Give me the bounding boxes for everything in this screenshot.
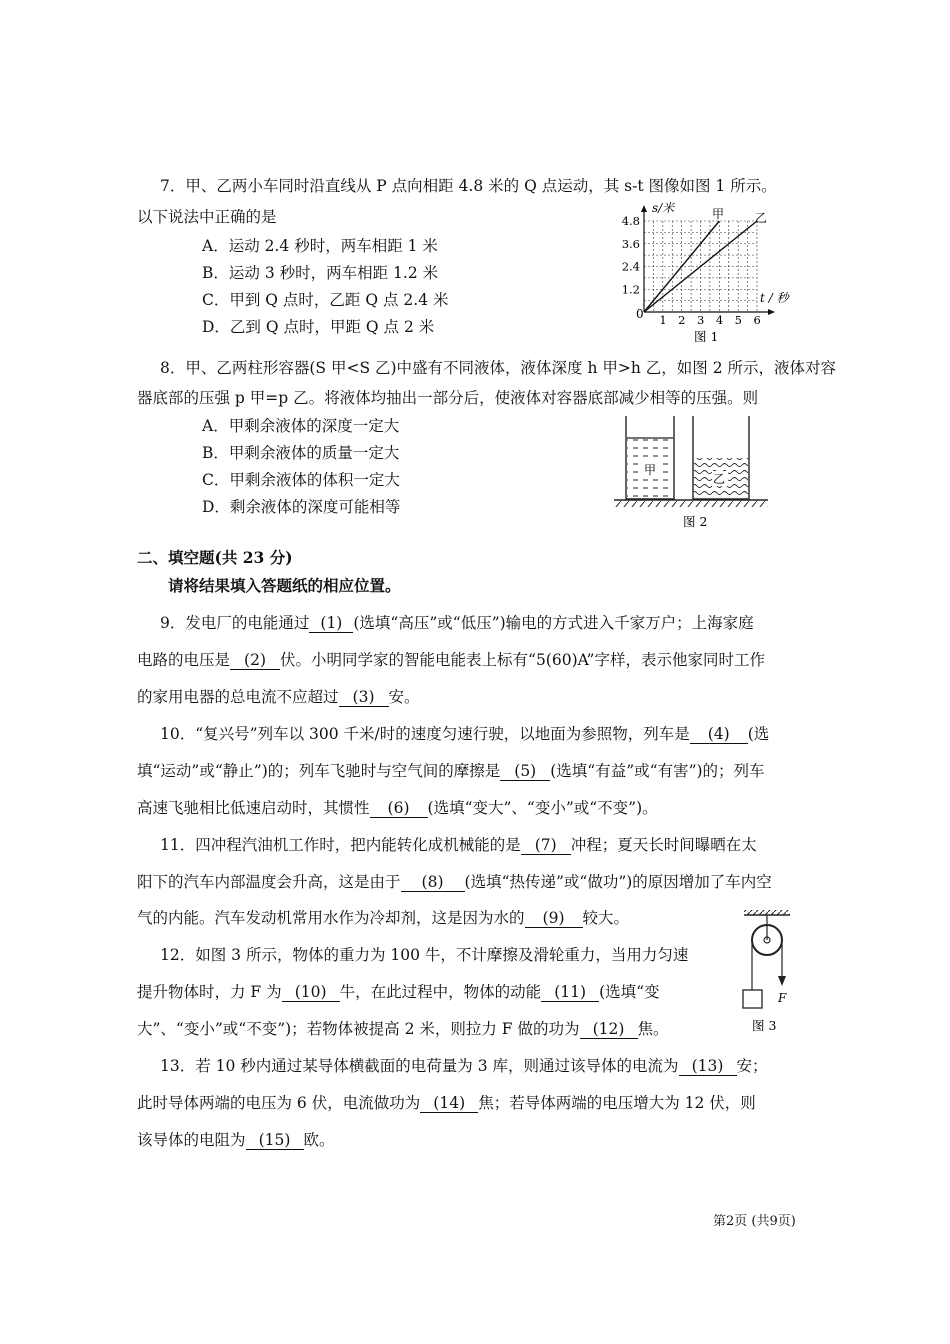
- answer-blank-14[interactable]: (14): [420, 1095, 478, 1113]
- text: 13．若 10 秒内通过某导体横截面的电荷量为 3 库，则通过该导体的电流为: [160, 1057, 679, 1075]
- text: 的家用电器的总电流不应超过: [137, 688, 339, 706]
- text: 气的内能。汽车发动机常用水作为冷却剂，这是因为水的: [137, 909, 525, 927]
- q13-line2: [137, 1093, 756, 1113]
- q7-option-d: D．乙到 Q 点时，甲距 Q 点 2 米: [202, 318, 435, 336]
- q8-option-d: D．剩余液体的深度可能相等: [202, 498, 401, 516]
- text: 安；: [736, 1057, 768, 1075]
- q10-line2: [137, 761, 765, 781]
- figure-2-caption: 图 2: [683, 514, 708, 529]
- section-2-instruction: 请将结果填入答题纸的相应位置。: [168, 576, 401, 595]
- text: 阳下的汽车内部温度会升高，这是由于: [137, 873, 401, 891]
- y-tick-label: 1.2: [621, 282, 640, 297]
- q13-line3: [137, 1130, 335, 1150]
- text: 该导体的电阻为: [137, 1131, 246, 1149]
- text: 10．“复兴号”列车以 300 千米/时的速度匀速行驶，以地面为参照物，列车是: [160, 725, 690, 743]
- x-tick-label: 6: [753, 313, 761, 327]
- text: (选填“有益”或“有害”)的；列车: [550, 762, 765, 780]
- answer-blank-4[interactable]: (4): [690, 726, 748, 744]
- figure-1-st-chart: [612, 198, 802, 348]
- text: 9．发电厂的电能通过: [160, 614, 310, 632]
- q8-line1: 8．甲、乙两柱形容器(S 甲<S 乙)中盛有不同液体，液体深度 h 甲>h 乙，如图 2 所示，液体对容: [160, 359, 836, 377]
- q10-line1: [160, 724, 769, 744]
- answer-blank-15[interactable]: (15): [246, 1132, 304, 1150]
- origin-label: 0: [636, 307, 644, 321]
- q11-line1: [160, 835, 757, 855]
- figure-2-containers: [612, 412, 782, 534]
- text: (选填“变大”、“变小”或“不变”)。: [427, 799, 658, 817]
- q9-line2: [137, 650, 765, 670]
- hanging-object: [743, 990, 762, 1008]
- answer-blank-6[interactable]: (6): [370, 800, 428, 818]
- answer-blank-7[interactable]: (7): [521, 837, 571, 855]
- figure-3-pulley: [732, 906, 802, 1036]
- force-arrowhead: [778, 976, 786, 986]
- y-tick-label: 2.4: [621, 259, 640, 274]
- text: 填“运动”或“静止”)的；列车飞驰时与空气间的摩擦是: [137, 762, 501, 780]
- answer-blank-13[interactable]: (13): [679, 1058, 737, 1076]
- text: 牛，在此过程中，物体的动能: [339, 983, 542, 1001]
- answer-blank-10[interactable]: (10): [282, 984, 340, 1002]
- text: 高速飞驰相比低速启动时，其惯性: [137, 799, 370, 817]
- answer-blank-2[interactable]: (2): [230, 652, 280, 670]
- y-axis-arrow: [641, 205, 647, 212]
- q9-line3: [137, 687, 420, 707]
- answer-blank-5[interactable]: (5): [500, 763, 550, 781]
- x-tick-label: 5: [734, 313, 742, 327]
- text: 冲程；夏天长时间曝晒在太: [570, 836, 757, 854]
- answer-blank-8[interactable]: (8): [401, 874, 465, 892]
- q12-line3: [137, 1019, 669, 1039]
- q8-line2: 器底部的压强 p 甲=p 乙。将液体均抽出一部分后，使液体对容器底部减少相等的压强。则: [137, 389, 759, 407]
- line-label-yi: 乙: [755, 211, 768, 225]
- x-tick-label: 3: [697, 313, 705, 327]
- x-tick-label: 1: [659, 313, 667, 327]
- text: 欧。: [303, 1131, 335, 1149]
- page-number: 第2页 (共9页): [713, 1214, 796, 1229]
- text: (选填“变: [599, 983, 660, 1001]
- y-axis-label: s/米: [652, 201, 675, 215]
- q13-line1: [160, 1056, 768, 1076]
- q7-line1: 7．甲、乙两小车同时沿直线从 P 点向相距 4.8 米的 Q 点运动，其 s-t 图像如图 1 所示。: [160, 177, 777, 195]
- ground-hatch: [614, 501, 768, 507]
- figure-1-caption: 图 1: [694, 329, 719, 344]
- text: (选填“高压”或“低压”)输电的方式进入千家万户；上海家庭: [353, 614, 754, 632]
- q11-line2: [137, 872, 772, 892]
- y-tick-label: 4.8: [621, 214, 640, 228]
- q12-line2: [137, 982, 660, 1002]
- section-2-title: 二、填空题(共 23 分): [137, 548, 293, 567]
- answer-blank-11[interactable]: (11): [541, 984, 599, 1002]
- text: 焦。: [637, 1020, 669, 1038]
- q7-option-c: C．甲到 Q 点时，乙距 Q 点 2.4 米: [202, 291, 449, 309]
- answer-blank-3[interactable]: (3): [339, 689, 389, 707]
- text: 伏。小明同学家的智能电能表上标有“5(60)A”字样，表示他家同时工作: [280, 651, 765, 669]
- text: (选: [747, 725, 770, 743]
- q8-option-c: C．甲剩余液体的体积一定大: [202, 471, 400, 489]
- answer-blank-1[interactable]: (1): [309, 615, 353, 633]
- force-label: F: [778, 991, 787, 1005]
- text: 此时导体两端的电压为 6 伏，电流做功为: [137, 1094, 421, 1112]
- text: (选填“热传递”或“做功”)的原因增加了车内空: [464, 873, 772, 891]
- x-tick-label: 4: [715, 313, 724, 327]
- q8-option-b: B．甲剩余液体的质量一定大: [202, 444, 400, 462]
- q8-option-a: A．甲剩余液体的深度一定大: [202, 417, 400, 435]
- line-label-jia: 甲: [712, 207, 725, 221]
- figure-3-caption: 图 3: [752, 1018, 777, 1033]
- y-tick-label: 3.6: [621, 236, 640, 251]
- answer-blank-12[interactable]: (12): [580, 1021, 638, 1039]
- text: 安。: [388, 688, 420, 706]
- q7-line2: 以下说法中正确的是: [137, 208, 277, 226]
- q11-line3: [137, 908, 629, 928]
- text: 大”、“变小”或“不变”)；若物体被提高 2 米，则拉力 F 做的功为: [137, 1020, 580, 1038]
- text: 较大。: [582, 909, 630, 927]
- text: 电路的电压是: [137, 651, 231, 669]
- text: 11．四冲程汽油机工作时，把内能转化成机械能的是: [160, 836, 521, 854]
- q10-line3: [137, 798, 658, 818]
- text: 提升物体时，力 F 为: [137, 983, 282, 1001]
- container-jia-label: 甲: [644, 463, 657, 477]
- q9-line1: [160, 613, 754, 633]
- q7-option-b: B．运动 3 秒时，两车相距 1.2 米: [202, 264, 439, 282]
- q12-line1: 12．如图 3 所示，物体的重力为 100 牛，不计摩擦及滑轮重力，当用力匀速: [160, 946, 689, 964]
- answer-blank-9[interactable]: (9): [525, 910, 583, 928]
- x-axis-arrow: [768, 309, 775, 315]
- x-axis-label: t / 秒: [760, 291, 789, 305]
- x-tick-label: 2: [678, 313, 686, 327]
- text: 焦；若导体两端的电压增大为 12 伏，则: [478, 1094, 756, 1112]
- container-yi-label: 乙: [713, 472, 726, 486]
- q7-option-a: A．运动 2.4 秒时，两车相距 1 米: [202, 237, 438, 255]
